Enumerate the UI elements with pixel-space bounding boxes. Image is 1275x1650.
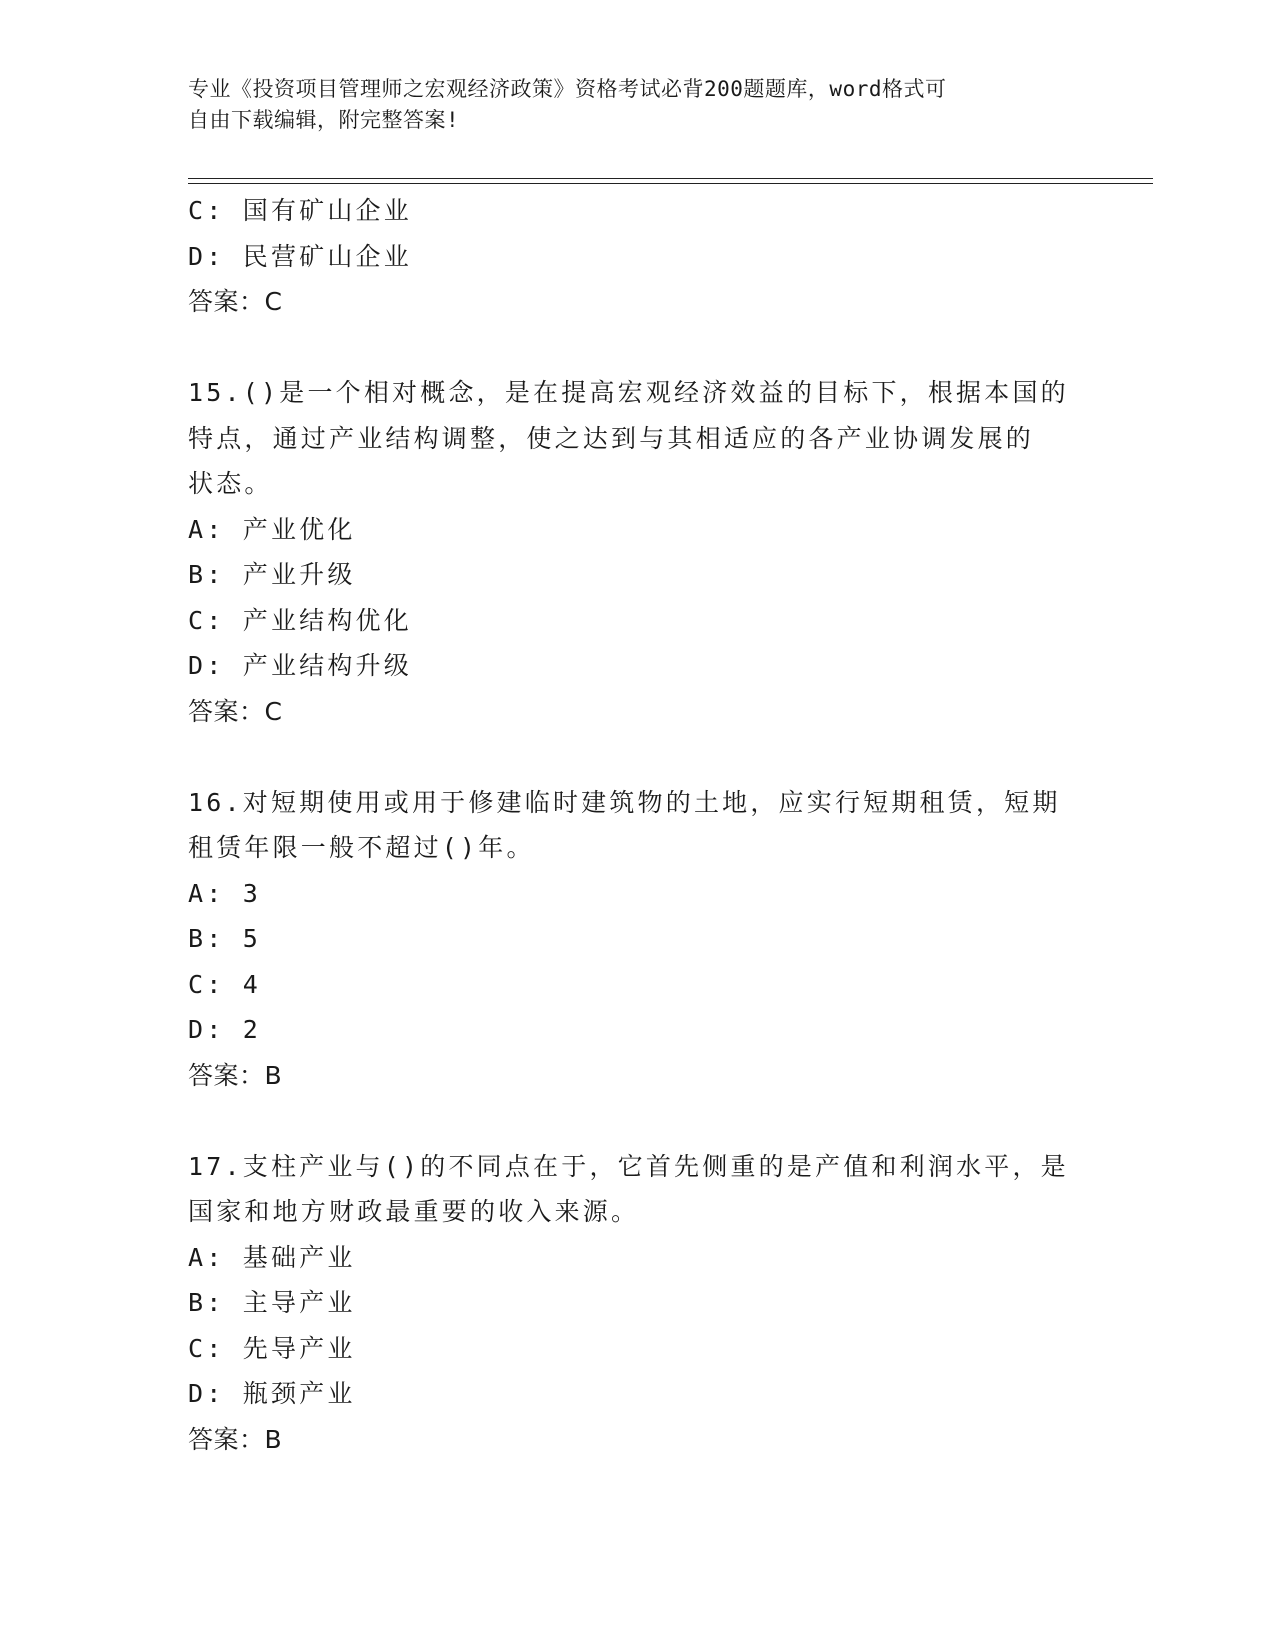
answer-line: 答案：B xyxy=(188,1060,283,1090)
option-d: D: 2 xyxy=(188,1015,262,1044)
option-a: A: 3 xyxy=(188,878,262,908)
option-c: C: 国有矿山企业 xyxy=(188,196,412,225)
option-c: C: 先导产业 xyxy=(188,1333,356,1363)
option-b: B: 主导产业 xyxy=(188,1288,356,1317)
question-stem-line: 16.对短期使用或用于修建临时建筑物的土地，应实行短期租赁，短期 xyxy=(188,787,1061,817)
spacer xyxy=(188,1098,1088,1144)
spacer xyxy=(188,325,1088,371)
option-a: A: 产业优化 xyxy=(188,514,356,544)
question-stem-line: 状态。 xyxy=(188,469,273,498)
question-stem-line: 15.()是一个相对概念，是在提高宏观经济效益的目标下，根据本国的 xyxy=(188,378,1069,407)
spacer xyxy=(188,734,1088,780)
document-header xyxy=(188,74,1088,136)
question-14-tail xyxy=(188,188,1088,325)
question-17 xyxy=(188,1144,1088,1463)
question-stem-line: 特点，通过产业结构调整，使之达到与其相适应的各产业协调发展的 xyxy=(188,423,1035,453)
question-stem-line: 国家和地方财政最重要的收入来源。 xyxy=(188,1197,640,1226)
header-divider-top xyxy=(188,178,1153,179)
question-15 xyxy=(188,370,1088,734)
header-line-2: 自由下载编辑，附完整答案! xyxy=(188,108,460,132)
answer-line: 答案：C xyxy=(188,287,283,316)
option-c: C: 产业结构优化 xyxy=(188,605,412,635)
question-16 xyxy=(188,780,1088,1099)
option-d: D: 产业结构升级 xyxy=(188,651,412,680)
answer-line: 答案：C xyxy=(188,696,283,726)
question-stem-line: 17.支柱产业与()的不同点在于，它首先侧重的是产值和利润水平，是 xyxy=(188,1151,1069,1181)
option-d: D: 瓶颈产业 xyxy=(188,1379,356,1408)
option-b: B: 5 xyxy=(188,924,262,953)
header-divider-bottom xyxy=(188,183,1153,184)
option-c: C: 4 xyxy=(188,969,262,999)
question-content xyxy=(188,188,1088,1462)
header-line-1: 专业《投资项目管理师之宏观经济政策》资格考试必背200题题库，word格式可 xyxy=(188,77,947,101)
question-stem-line: 租赁年限一般不超过()年。 xyxy=(188,833,535,862)
option-b: B: 产业升级 xyxy=(188,560,356,589)
answer-line: 答案：B xyxy=(188,1424,283,1454)
option-d: D: 民营矿山企业 xyxy=(188,241,412,271)
option-a: A: 基础产业 xyxy=(188,1242,356,1272)
